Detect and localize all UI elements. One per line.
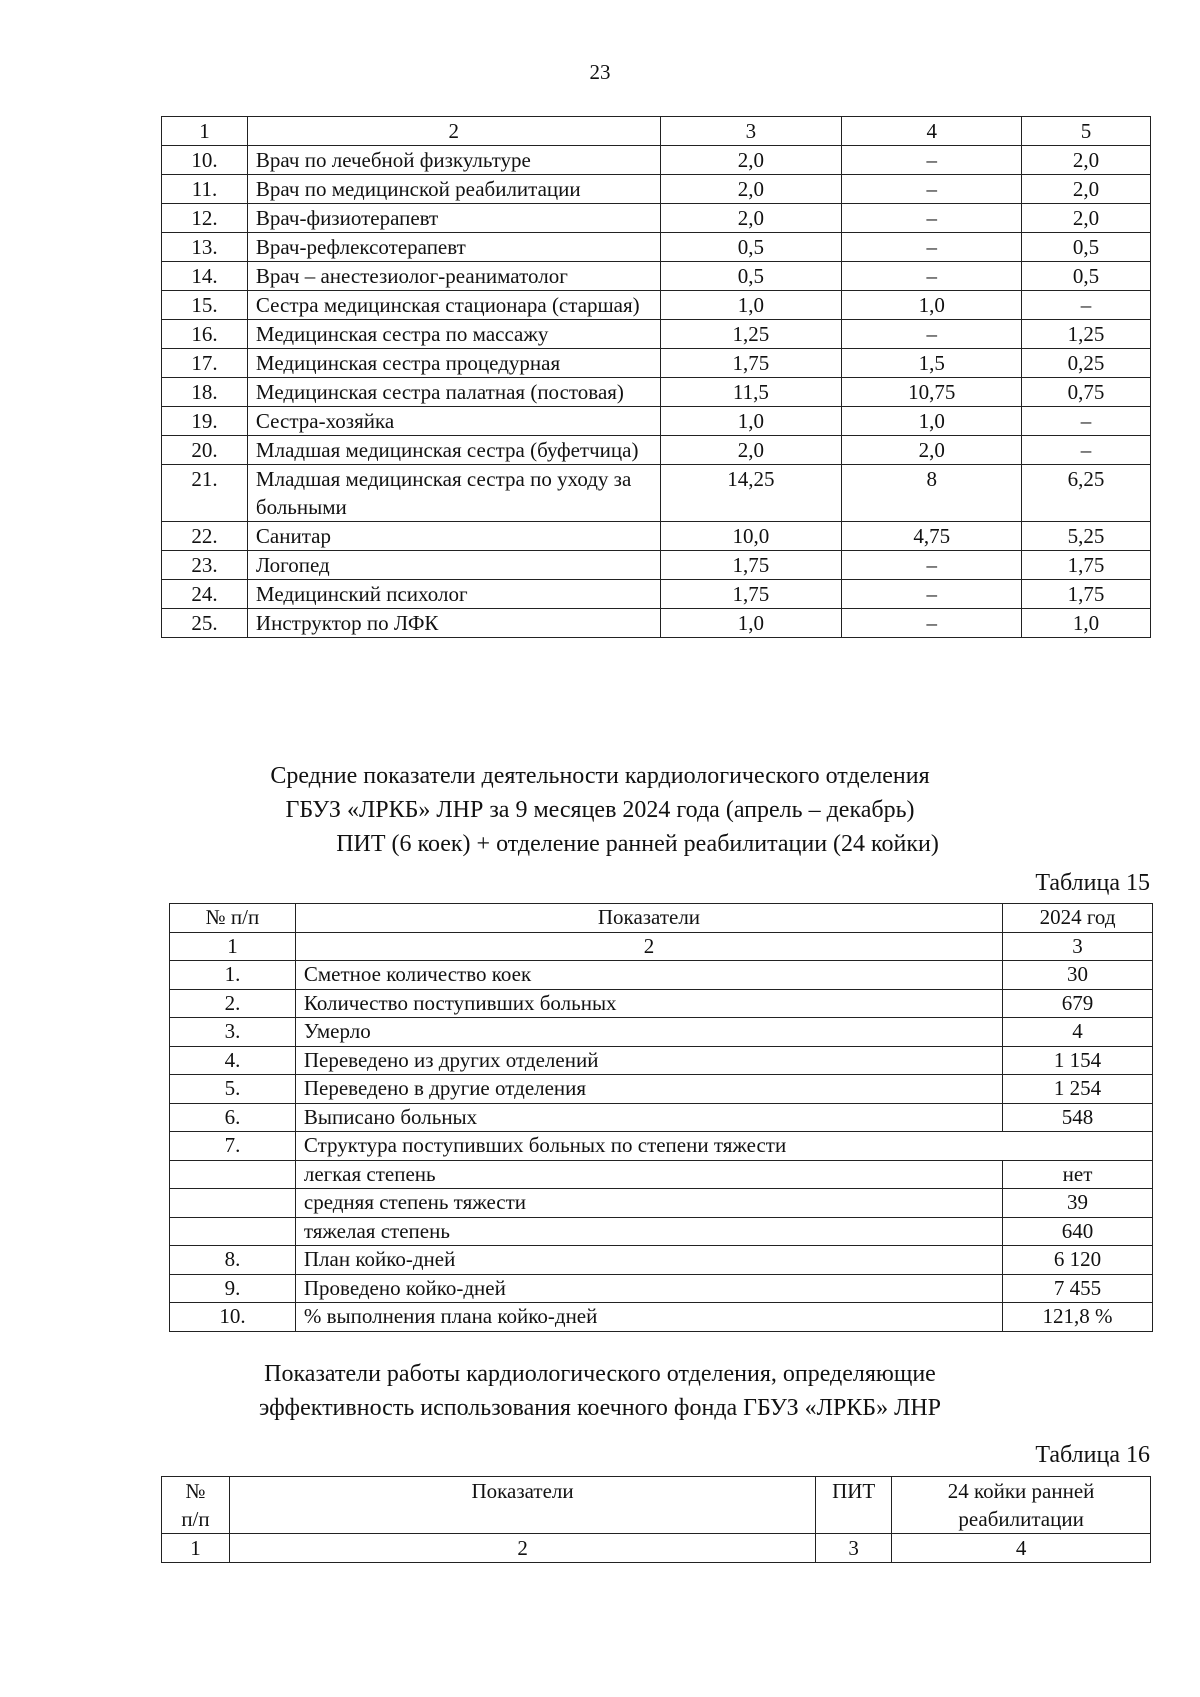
row-number: 2. (170, 989, 296, 1018)
table-row (170, 1274, 1153, 1303)
position-name: Врач-рефлексотерапевт (247, 233, 660, 262)
row-number: 23. (162, 551, 248, 580)
table-row (170, 1046, 1153, 1075)
value-col5: 1,75 (1022, 580, 1151, 609)
header-cell-num (162, 1477, 230, 1534)
indicator-value: 640 (1003, 1217, 1153, 1246)
value-col3: 1,25 (660, 320, 842, 349)
table-row (170, 1217, 1153, 1246)
value-col4: 1,0 (842, 407, 1022, 436)
table-row (170, 989, 1153, 1018)
value-col5: 2,0 (1022, 175, 1151, 204)
indicator-name: Количество поступивших больных (295, 989, 1002, 1018)
value-col4: – (842, 320, 1022, 349)
value-col4: – (842, 580, 1022, 609)
position-name: Врач по лечебной физкультуре (247, 146, 660, 175)
value-col4: 10,75 (842, 378, 1022, 407)
value-col4: – (842, 146, 1022, 175)
row-number: 1. (170, 961, 296, 990)
indicator-name: Структура поступивших больных по степени тяжести (295, 1132, 1152, 1161)
value-col5: 0,75 (1022, 378, 1151, 407)
numbering-cell: 2 (295, 932, 1002, 961)
value-col4: 1,0 (842, 291, 1022, 320)
indicator-value: 679 (1003, 989, 1153, 1018)
value-col4: – (842, 175, 1022, 204)
row-number: 20. (162, 436, 248, 465)
value-col3: 1,75 (660, 551, 842, 580)
value-col3: 1,75 (660, 349, 842, 378)
indicator-value: 30 (1003, 961, 1153, 990)
indicator-name: средняя степень тяжести (295, 1189, 1002, 1218)
value-col4: – (842, 233, 1022, 262)
indicator-name: легкая степень (295, 1160, 1002, 1189)
indicator-name: Выписано больных (295, 1103, 1002, 1132)
header-cell-rehab (892, 1477, 1151, 1534)
position-name: Медицинская сестра палатная (постовая) (247, 378, 660, 407)
row-number (170, 1217, 296, 1246)
indicator-value: 1 254 (1003, 1075, 1153, 1104)
value-col3: 0,5 (660, 262, 842, 291)
value-col5: – (1022, 436, 1151, 465)
indicators-numbering-row (170, 932, 1153, 961)
indicator-value: 548 (1003, 1103, 1153, 1132)
header-text: № (185, 1479, 206, 1503)
table-row (162, 407, 1151, 436)
table-row (162, 551, 1151, 580)
heading-line: ГБУЗ «ЛРКБ» ЛНР за 9 месяцев 2024 года (апрель – декабрь) (285, 797, 915, 823)
indicator-value: 6 120 (1003, 1246, 1153, 1275)
position-name: Младшая медицинская сестра по уходу за больными (247, 465, 660, 522)
table-row (170, 1103, 1153, 1132)
value-col5: 0,5 (1022, 262, 1151, 291)
row-number: 14. (162, 262, 248, 291)
row-number: 24. (162, 580, 248, 609)
heading-line: Показатели работы кардиологического отделения, определяющие (264, 1361, 936, 1387)
table-row (170, 1018, 1153, 1047)
table-row (170, 1075, 1153, 1104)
value-col3: 11,5 (660, 378, 842, 407)
value-col3: 2,0 (660, 436, 842, 465)
row-number (170, 1160, 296, 1189)
value-col4: 1,5 (842, 349, 1022, 378)
table-16-label: Таблица 16 (1035, 1442, 1150, 1468)
position-name: Младшая медицинская сестра (буфетчица) (247, 436, 660, 465)
numbering-cell: 2 (229, 1534, 815, 1563)
table-row (162, 262, 1151, 291)
header-cell-pit: ПИТ (816, 1477, 892, 1534)
numbering-cell: 1 (170, 932, 296, 961)
position-name: Врач – анестезиолог-реаниматолог (247, 262, 660, 291)
value-col4: 4,75 (842, 522, 1022, 551)
indicator-value: 4 (1003, 1018, 1153, 1047)
value-col5: – (1022, 407, 1151, 436)
value-col3: 2,0 (660, 204, 842, 233)
row-number: 16. (162, 320, 248, 349)
header-cell: 2 (247, 117, 660, 146)
heading-line: ПИТ (6 коек) + отделение ранней реабилитации (24 койки) (336, 831, 939, 857)
position-name: Медицинская сестра процедурная (247, 349, 660, 378)
indicator-name: тяжелая степень (295, 1217, 1002, 1246)
value-col4: – (842, 551, 1022, 580)
row-number: 8. (170, 1246, 296, 1275)
row-number: 18. (162, 378, 248, 407)
row-number: 11. (162, 175, 248, 204)
header-cell: 5 (1022, 117, 1151, 146)
header-cell: № п/п (170, 904, 296, 933)
indicators-header-row (170, 904, 1153, 933)
value-col5: 2,0 (1022, 204, 1151, 233)
indicator-value: 7 455 (1003, 1274, 1153, 1303)
indicator-value: 1 154 (1003, 1046, 1153, 1075)
row-number: 12. (162, 204, 248, 233)
efficiency-header-row (162, 1477, 1151, 1534)
heading-line: эффективность использования коечного фонда ГБУЗ «ЛРКБ» ЛНР (258, 1395, 942, 1421)
header-text: п/п (181, 1507, 210, 1531)
numbering-cell: 4 (892, 1534, 1151, 1563)
numbering-cell: 3 (1003, 932, 1153, 961)
value-col5: 5,25 (1022, 522, 1151, 551)
table-row (162, 175, 1151, 204)
value-col3: 14,25 (660, 465, 842, 522)
header-text: реабилитации (958, 1507, 1084, 1531)
header-cell: 1 (162, 117, 248, 146)
table-row (162, 580, 1151, 609)
position-name: Медицинский психолог (247, 580, 660, 609)
value-col4: 8 (842, 465, 1022, 522)
table-row (162, 320, 1151, 349)
row-number: 9. (170, 1274, 296, 1303)
table-row (162, 233, 1151, 262)
row-number (170, 1189, 296, 1218)
table-row (170, 1189, 1153, 1218)
row-number: 6. (170, 1103, 296, 1132)
indicator-name: Переведено из других отделений (295, 1046, 1002, 1075)
value-col5: 1,0 (1022, 609, 1151, 638)
value-col3: 1,0 (660, 291, 842, 320)
row-number: 10. (162, 146, 248, 175)
position-name: Врач по медицинской реабилитации (247, 175, 660, 204)
row-number: 17. (162, 349, 248, 378)
position-name: Врач-физиотерапевт (247, 204, 660, 233)
table-row (162, 522, 1151, 551)
table-row (162, 349, 1151, 378)
value-col3: 10,0 (660, 522, 842, 551)
position-name: Сестра-хозяйка (247, 407, 660, 436)
numbering-cell: 3 (816, 1534, 892, 1563)
numbering-cell: 1 (162, 1534, 230, 1563)
row-number: 4. (170, 1046, 296, 1075)
header-cell-name: Показатели (229, 1477, 815, 1534)
header-cell: 2024 год (1003, 904, 1153, 933)
row-number: 3. (170, 1018, 296, 1047)
value-col4: – (842, 609, 1022, 638)
table-row (162, 465, 1151, 522)
table-row (170, 1132, 1153, 1161)
indicator-name: % выполнения плана койко-дней (295, 1303, 1002, 1332)
efficiency-table (161, 1476, 1151, 1563)
value-col3: 2,0 (660, 175, 842, 204)
header-text: 24 койки ранней (947, 1479, 1095, 1503)
value-col3: 1,75 (660, 580, 842, 609)
indicators-table (169, 903, 1153, 1332)
table-15-label: Таблица 15 (1035, 870, 1150, 896)
value-col3: 0,5 (660, 233, 842, 262)
value-col3: 2,0 (660, 146, 842, 175)
row-number: 10. (170, 1303, 296, 1332)
row-number: 15. (162, 291, 248, 320)
position-name: Медицинская сестра по массажу (247, 320, 660, 349)
row-number: 7. (170, 1132, 296, 1161)
value-col5: 0,5 (1022, 233, 1151, 262)
value-col5: 1,25 (1022, 320, 1151, 349)
row-number: 5. (170, 1075, 296, 1104)
table-row (162, 146, 1151, 175)
header-cell: 4 (842, 117, 1022, 146)
row-number: 25. (162, 609, 248, 638)
value-col5: 0,25 (1022, 349, 1151, 378)
value-col4: – (842, 262, 1022, 291)
indicator-name: Переведено в другие отделения (295, 1075, 1002, 1104)
indicator-value: нет (1003, 1160, 1153, 1189)
heading-line: Средние показатели деятельности кардиологического отделения (270, 763, 930, 789)
row-number: 22. (162, 522, 248, 551)
indicator-name: Проведено койко-дней (295, 1274, 1002, 1303)
row-number: 19. (162, 407, 248, 436)
position-name: Логопед (247, 551, 660, 580)
row-number: 13. (162, 233, 248, 262)
page-number: 23 (589, 60, 611, 84)
table-row (162, 436, 1151, 465)
value-col3: 1,0 (660, 407, 842, 436)
value-col4: – (842, 204, 1022, 233)
section-16-heading (0, 1357, 1200, 1425)
value-col5: – (1022, 291, 1151, 320)
section-15-heading (0, 759, 1200, 861)
header-cell: Показатели (295, 904, 1002, 933)
indicator-value: 39 (1003, 1189, 1153, 1218)
value-col5: 2,0 (1022, 146, 1151, 175)
indicator-name: Сметное количество коек (295, 961, 1002, 990)
table-row (170, 1303, 1153, 1332)
value-col5: 1,75 (1022, 551, 1151, 580)
indicator-name: План койко-дней (295, 1246, 1002, 1275)
table-row (162, 378, 1151, 407)
table-row (170, 1160, 1153, 1189)
table-row (162, 204, 1151, 233)
table-row (170, 1246, 1153, 1275)
position-name: Инструктор по ЛФК (247, 609, 660, 638)
table-row (162, 291, 1151, 320)
staff-header-row (162, 117, 1151, 146)
row-number: 21. (162, 465, 248, 522)
efficiency-numbering-row (162, 1534, 1151, 1563)
staff-table (161, 116, 1151, 638)
position-name: Санитар (247, 522, 660, 551)
value-col4: 2,0 (842, 436, 1022, 465)
header-cell: 3 (660, 117, 842, 146)
indicator-value: 121,8 % (1003, 1303, 1153, 1332)
value-col5: 6,25 (1022, 465, 1151, 522)
table-row (162, 609, 1151, 638)
value-col3: 1,0 (660, 609, 842, 638)
position-name: Сестра медицинская стационара (старшая) (247, 291, 660, 320)
indicator-name: Умерло (295, 1018, 1002, 1047)
table-row (170, 961, 1153, 990)
